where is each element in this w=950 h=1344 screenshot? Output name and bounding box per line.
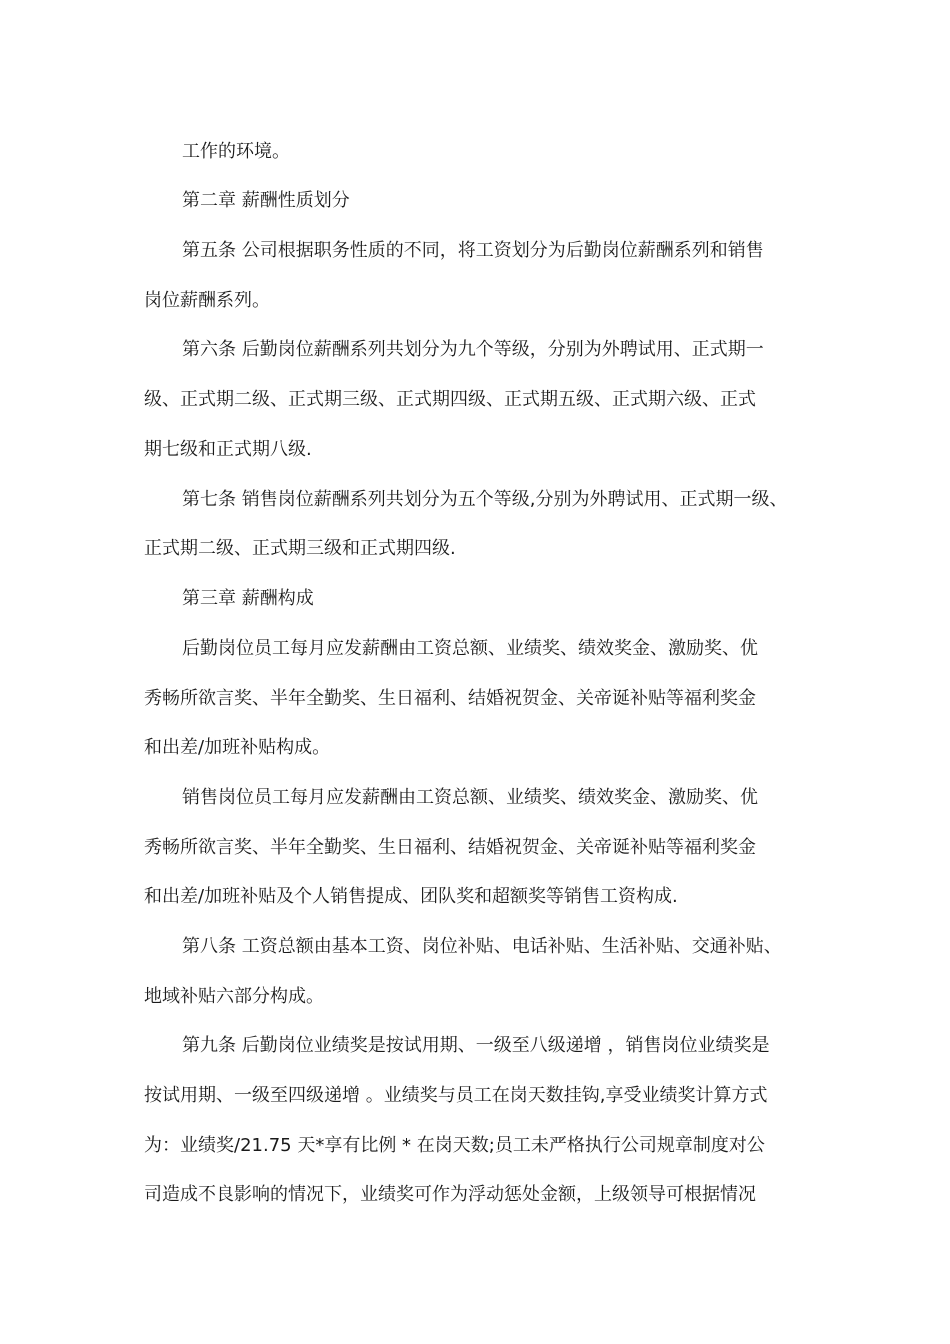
text-line: 第六条 后勤岗位薪酬系列共划分为九个等级，分别为外聘试用、正式期一 xyxy=(182,339,764,360)
text-line: 和出差/加班补贴及个人销售提成、团队奖和超额奖等销售工资构成. xyxy=(144,886,678,907)
text-line: 后勤岗位员工每月应发薪酬由工资总额、业绩奖、绩效奖金、激励奖、优 xyxy=(182,638,758,659)
text-line: 岗位薪酬系列。 xyxy=(144,290,270,311)
text-line: 和出差/加班补贴构成。 xyxy=(144,737,331,758)
text-line: 第五条 公司根据职务性质的不同，将工资划分为后勤岗位薪酬系列和销售 xyxy=(182,240,764,261)
chapter-heading: 第二章 薪酬性质划分 xyxy=(182,190,350,211)
chapter-heading: 第三章 薪酬构成 xyxy=(182,588,314,609)
text-line: 秀畅所欲言奖、半年全勤奖、生日福利、结婚祝贺金、关帝诞补贴等福利奖金 xyxy=(144,837,756,858)
text-line: 销售岗位员工每月应发薪酬由工资总额、业绩奖、绩效奖金、激励奖、优 xyxy=(182,787,758,808)
text-line: 司造成不良影响的情况下，业绩奖可作为浮动惩处金额，上级领导可根据情况 xyxy=(144,1184,756,1205)
text-line: 级、正式期二级、正式期三级、正式期四级、正式期五级、正式期六级、正式 xyxy=(144,389,756,410)
text-line: 第九条 后勤岗位业绩奖是按试用期、一级至八级递增 ，销售岗位业绩奖是 xyxy=(182,1035,770,1056)
text-line: 秀畅所欲言奖、半年全勤奖、生日福利、结婚祝贺金、关帝诞补贴等福利奖金 xyxy=(144,688,756,709)
text-line: 第七条 销售岗位薪酬系列共划分为五个等级,分别为外聘试用、正式期一级、 xyxy=(182,489,788,510)
text-line: 期七级和正式期八级. xyxy=(144,439,312,460)
text-line: 按试用期、一级至四级递增 。业绩奖与员工在岗天数挂钩,享受业绩奖计算方式 xyxy=(144,1085,768,1106)
text-line: 第八条 工资总额由基本工资、岗位补贴、电话补贴、生活补贴、交通补贴、 xyxy=(182,936,782,957)
text-line: 正式期二级、正式期三级和正式期四级. xyxy=(144,538,456,559)
text-line: 地域补贴六部分构成。 xyxy=(144,986,324,1007)
text-line: 为：业绩奖/21.75 天*享有比例 * 在岗天数;员工未严格执行公司规章制度对公 xyxy=(144,1135,765,1156)
text-line: 工作的环境。 xyxy=(182,141,290,162)
